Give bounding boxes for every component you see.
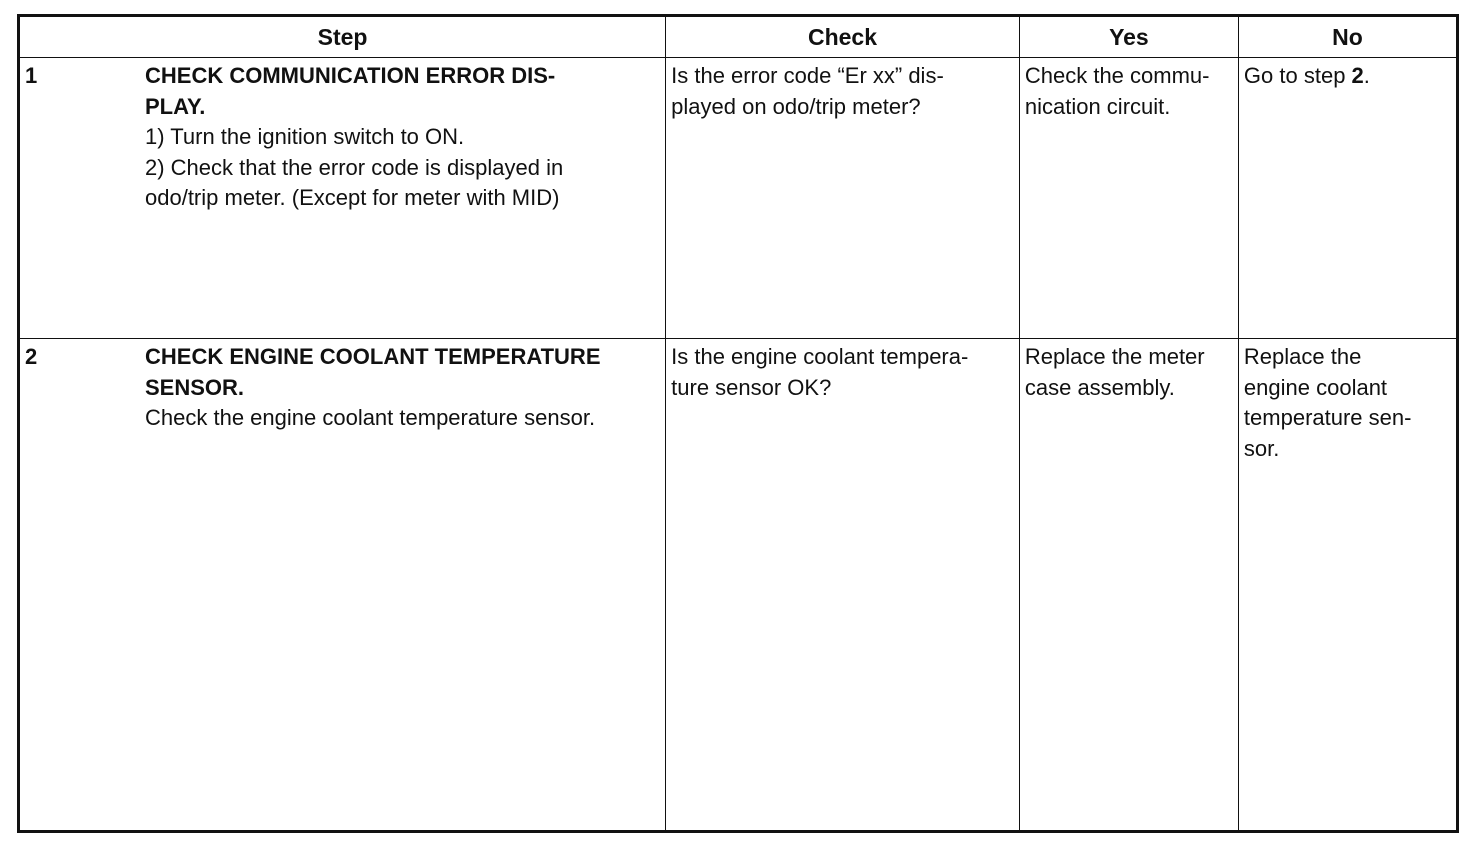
no-cell [1238,58,1457,339]
header-no: No [1238,16,1457,58]
no-text: Replace the [1243,344,1362,369]
table-row [19,339,1458,832]
table-header-row [19,16,1458,58]
step-cell [19,339,666,832]
yes-cell [1019,339,1238,832]
step-cell [19,58,666,339]
check-text: Is the error code “Er xx” dis- [671,63,944,88]
step-number: 1 [25,63,38,88]
header-check: Check [666,16,1020,58]
no-cell [1238,339,1457,832]
step-number: 2 [25,344,38,369]
step-title: CHECK COMMUNICATION ERROR DIS- [145,63,556,88]
step-title: PLAY. [145,93,206,119]
step-body [145,61,660,214]
header-yes: Yes [1019,16,1238,58]
check-text: Is the engine coolant tempera- [671,344,969,369]
no-text-suffix: . [1363,63,1370,88]
yes-text: Replace the meter [1024,344,1205,369]
no-text: temperature sen- [1243,405,1412,430]
yes-text: nication circuit. [1024,93,1171,119]
step-title: CHECK ENGINE COOLANT TEMPERATURE [145,344,601,369]
no-text: sor. [1243,435,1280,461]
step-title: SENSOR. [145,374,245,400]
yes-cell [1019,58,1238,339]
step-instruction: Check the engine coolant temperature sensor. [145,405,596,430]
header-step: Step [19,16,666,58]
step-instruction: 1) Turn the ignition switch to ON. [145,124,465,149]
step-instruction: odo/trip meter. (Except for meter with MID) [145,185,560,210]
no-text: engine coolant [1243,374,1388,400]
yes-text: case assembly. [1024,374,1175,400]
step-body [145,342,660,434]
check-cell [666,339,1020,832]
no-text: Go to step [1243,63,1352,88]
yes-text: Check the commu- [1024,63,1210,88]
diagnosis-table [17,14,1459,833]
check-text: ture sensor OK? [671,374,832,400]
check-cell [666,58,1020,339]
check-text: played on odo/trip meter? [671,93,921,119]
table-row [19,58,1458,339]
step-instruction: 2) Check that the error code is displayed in [145,154,564,180]
step-reference: 2 [1351,63,1364,88]
